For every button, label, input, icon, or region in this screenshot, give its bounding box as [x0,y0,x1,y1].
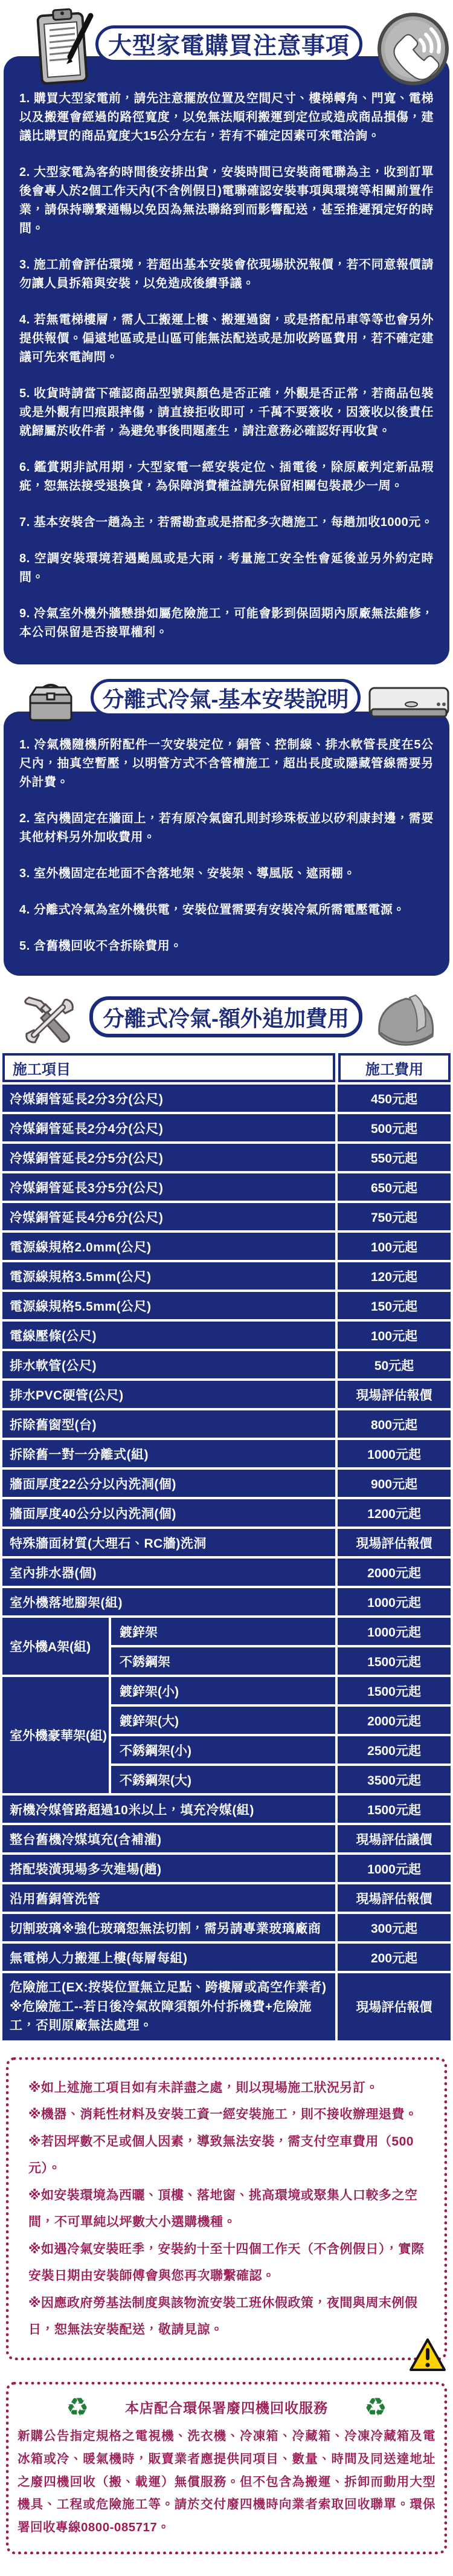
fee-price-cell: 3500元起 [338,1766,451,1793]
fee-item-text: 冷媒銅管延長3分5分(公尺) [10,1181,164,1195]
note-line: ※若因坪數不足或個人因素，導致無法安裝，需支付空車費用（500元）。 [28,2134,414,2176]
fee-price-cell: 現場評估報價 [338,1973,451,2040]
fee-group-label: 室外機A架(組) [2,1618,109,1675]
recycling-symbol-icon: ♻ [66,2392,89,2421]
fee-item-text: 冷媒銅管延長4分6分(公尺) [10,1210,164,1225]
purchase-notice-item: 1. 購買大型家電前，請先注意擺放位置及空間尺寸、樓梯轉角、門寬、電梯以及搬運會經過的路徑寬度，以免無法順利搬運到定位或造成商品損傷，建議比購買的商品寬度大15公分左右，若有不確定因素可來電洽詢。 [19,92,434,143]
air-conditioner-icon [368,686,450,724]
fee-price-cell: 現場評估議價 [338,1825,451,1852]
fee-table-row [2,1262,451,1290]
fee-table-row [2,1855,451,1882]
purchase-notice-item: 4. 若無電梯樓層，需人工搬運上樓、搬運過窗，或是搭配吊車等等也會另外提供報價。偏遠地區或是山區可能無法配送或是加收跨區費用，若不確定建議可先來電詢問。 [19,313,434,364]
fee-table-row [2,1884,451,1912]
basic-install-list [19,736,434,956]
fee-table-row [2,1796,451,1823]
fee-price-cell: 1500元起 [338,1647,451,1675]
recycle-heading: 本店配合環保署廢四機回收服務 [125,2400,328,2416]
fee-item-cell [2,1144,335,1171]
hard-hat-icon [374,990,437,1050]
fee-item-text: 室內排水器(個) [10,1566,97,1580]
recycling-symbol-icon: ♻ [364,2392,387,2421]
fee-table-row [2,1914,451,1941]
fee-item-cell: 不銹鋼架(大) [111,1766,335,1793]
section-title-pill [91,679,361,716]
fee-price-cell: 1000元起 [338,1440,451,1467]
fee-item-text: 冷媒銅管延長2分5分(公尺) [10,1151,164,1166]
section-purchase-notice [0,0,453,664]
note-line: ※如安裝環境為西曬、頂樓、落地窗、挑高環境或聚集人口較多之空間，不可單純以坪數大小選購機種。 [28,2188,418,2230]
fee-price-cell: 120元起 [338,1262,451,1290]
fee-item-cell [2,1470,335,1497]
basic-install-panel [4,712,449,976]
phone-call-icon [377,12,449,89]
fee-table-group-row [2,1618,451,1675]
fee-item-cell [2,1351,335,1378]
fee-table-row [2,1292,451,1319]
fee-item-cell [2,1914,335,1941]
fee-item-cell [2,1381,335,1408]
basic-install-item: 5. 含舊機回收不含拆除費用。 [19,939,182,953]
fee-table [2,1053,451,2040]
purchase-notice-item: 8. 空調安裝環境若遇颱風或是大雨，考量施工安全性會延後並另外約定時間。 [19,552,434,584]
fee-item-text: 拆除舊窗型(台) [10,1418,97,1432]
fee-table-row [2,1499,451,1526]
fee-table-row [2,1233,451,1260]
fee-item-text: 室外機落地腳架(組) [10,1595,123,1610]
fee-item-cell [2,1529,335,1556]
fee-table-row [2,1825,451,1852]
section-title: 分離式冷氣-額外追加費用 [103,1005,349,1031]
fee-item-cell [2,1203,335,1230]
fee-table-group-row [2,1677,451,1793]
fee-table-subrow [111,1647,451,1675]
fee-price-cell: 1500元起 [338,1677,451,1704]
fee-table-row [2,1973,451,2040]
fee-table-row [2,1410,451,1438]
fee-item-text: 冷媒銅管延長2分4分(公尺) [10,1121,164,1136]
fee-item-text: 電線壓條(公尺) [10,1329,97,1343]
note-line: ※如遇冷氣安裝旺季，安裝約十至十四個工作天（不含例假日），實際安裝日期由安裝師傅會與您再次聯繫確認。 [28,2242,425,2283]
fee-price-cell: 450元起 [338,1085,451,1112]
section-extra-fees-header [0,987,453,1048]
fee-price-cell: 2000元起 [338,1559,451,1586]
fee-item-cell [2,1262,335,1290]
fee-item-cell [2,1855,335,1882]
fee-item-text: 排水軟管(公尺) [10,1358,97,1373]
fee-item-cell [2,1322,335,1349]
fee-table-row [2,1114,451,1141]
fee-table-row [2,1440,451,1467]
purchase-notice-item: 2. 大型家電為客約時間後安排出貨，安裝時間已安裝商電聯為主，收到訂單後會專人於2個工作天內(不含例假日)電聯確認安裝事項與環境等相關前置作業，請保持聯繫通暢以免因為無法聯絡到而影響配送，甚至推遲預定好的時間。 [19,166,434,235]
fee-item-cell [2,1410,335,1438]
fee-price-cell: 200元起 [338,1944,451,1971]
fee-table-row [2,1529,451,1556]
fee-price-cell: 50元起 [338,1351,451,1378]
fee-price-cell: 650元起 [338,1173,451,1201]
fee-table-row [2,1588,451,1615]
purchase-notice-list [19,89,434,642]
fee-item-text: 電源線規格3.5mm(公尺) [10,1270,152,1284]
recycle-heading-row [18,2392,435,2421]
fee-price-cell: 2500元起 [338,1736,451,1763]
fee-item-text: 切割玻璃※強化玻璃恕無法切割，需另請專業玻璃廠商 [10,1921,321,1936]
fee-item-text: 特殊牆面材質(大理石、RC牆)洗洞 [10,1536,207,1551]
fee-price-cell: 現場評估報價 [338,1884,451,1912]
purchase-notice-item: 3. 施工前會評估環境，若超出基本安裝會依現場狀況報價，若不同意報價請勿讓人員拆箱與安裝，以免造成後續爭議。 [19,258,434,290]
fee-item-cell [2,1085,335,1112]
fee-price-cell: 100元起 [338,1233,451,1260]
hammer-wrench-icon [21,991,76,1051]
fee-price-cell: 800元起 [338,1410,451,1438]
section-title: 大型家電購買注意事項 [108,33,350,59]
fee-price-cell: 現場評估報價 [338,1529,451,1556]
fee-item-cell [2,1292,335,1319]
purchase-notice-item: 6. 鑑賞期非試用期，大型家電一經安裝定位、插電後，除原廠判定新品瑕疵，恕無法接受退換貨，為保障消費權益請先保留相關包裝最少一周。 [19,461,434,493]
fee-price-cell: 1000元起 [338,1588,451,1615]
installation-notes-list [28,2075,428,2344]
fee-price-cell: 現場評估報價 [338,1381,451,1408]
section-title-pill [95,25,362,63]
fee-item-cell [2,1559,335,1586]
fee-price-cell: 1500元起 [338,1796,451,1823]
fee-price-cell: 2000元起 [338,1707,451,1734]
fee-item-text: 電源線規格5.5mm(公尺) [10,1299,152,1314]
fee-item-cell [2,1173,335,1201]
fee-table-row [2,1144,451,1171]
installation-notes-box [6,2057,447,2360]
fee-table-row [2,1559,451,1586]
fee-table-row [2,1470,451,1497]
section-purchase-notice-header [0,0,453,59]
fee-item-cell [2,1973,335,2040]
fee-group-subrows [111,1677,451,1793]
fee-item-cell [2,1796,335,1823]
fee-table-subrow [111,1618,451,1645]
fee-price-cell: 1000元起 [338,1855,451,1882]
fee-table-header-item: 施工項目 [2,1053,335,1082]
section-basic-install-header [0,673,453,712]
section-title-pill [89,996,362,1037]
bottom-spacer [0,2554,453,2576]
fee-item-cell: 不銹鋼架 [111,1647,335,1675]
recycle-service-box [6,2382,447,2555]
fee-item-cell [2,1233,335,1260]
fee-item-text: 整台舊機冷媒填充(含補灌) [10,1832,162,1847]
note-line: ※因應政府勞基法制度與該物流安裝工班休假政策，夜間與周末例假日，恕無法安裝配送，敬請見諒。 [28,2295,418,2337]
fee-item-text: 牆面厚度40公分以內洗洞(個) [10,1507,176,1521]
fee-price-cell: 150元起 [338,1292,451,1319]
note-line: ※機器、消耗性材料及安裝工資一經安裝施工，則不接收辦理退費。 [28,2107,418,2122]
toolbox-icon [25,683,76,725]
fee-item-subtext: ※危險施工--若日後冷氣故障須額外付拆機費+危險施工，否則原廠無法處理。 [10,1999,312,2033]
fee-item-text: 無電梯人力搬運上樓(每層每組) [10,1951,188,1965]
fee-item-text: 沿用舊銅管洗管 [10,1892,101,1906]
section-basic-install [0,673,453,976]
fee-table-row [2,1944,451,1971]
fee-item-cell [2,1114,335,1141]
fee-item-text: 冷媒銅管延長2分3分(公尺) [10,1092,164,1106]
fee-table-header-row [2,1053,451,1082]
fee-item-cell: 不銹鋼架(小) [111,1736,335,1763]
fee-table-subrow [111,1736,451,1763]
fee-price-cell: 1200元起 [338,1499,451,1526]
fee-item-text: 新機冷媒管路超過10米以上，填充冷媒(組) [10,1803,254,1817]
basic-install-item: 1. 冷氣機隨機所附配件一次安裝定位，銅管、控制線、排水軟管長度在5公尺內，抽真空暫壓，以明管方式不含管槽施工，超出長度或隱藏管線需要另外計費。 [19,738,434,789]
fee-item-text: 排水PVC硬管(公尺) [10,1388,124,1403]
fee-group-label: 室外機豪華架(組) [2,1677,109,1793]
fee-table-header-fee: 施工費用 [338,1053,451,1082]
fee-table-subrow [111,1766,451,1793]
fee-item-text: 牆面厚度22公分以內洗洞(個) [10,1477,176,1491]
purchase-notice-item: 7. 基本安裝含一趟為主，若需勘查或是搭配多次趟施工，每趟加收1000元。 [19,516,434,529]
fee-table-row [2,1085,451,1112]
fee-item-cell [2,1944,335,1971]
fee-table-row [2,1203,451,1230]
fee-table-subrow [111,1677,451,1704]
note-line: ※如上述施工項目如有未詳盡之處，則以現場施工狀況另訂。 [28,2080,379,2095]
fee-item-cell [2,1440,335,1467]
fee-price-cell: 100元起 [338,1322,451,1349]
section-title: 分離式冷氣-基本安裝說明 [102,686,349,712]
purchase-notice-item: 5. 收貨時請當下確認商品型號與顏色是否正確，外觀是否正常，若商品包裝或是外觀有凹痕跟摔傷，請直接拒收即可，千萬不要簽收，因簽收以後責任就歸屬於收件者，為避免事後問題產生，請注意務必確認好再收貨。 [19,387,434,438]
warning-triangle-icon [409,2337,446,2375]
fee-table-row [2,1173,451,1201]
purchase-notice-panel [4,56,449,664]
fee-table-row [2,1381,451,1408]
purchase-notice-item: 9. 冷氣室外機外牆懸掛如屬危險施工，可能會影到保固期內原廠無法維修，本公司保留是否接單權利。 [19,607,434,639]
fee-price-cell: 1000元起 [338,1618,451,1645]
fee-table-row [2,1351,451,1378]
section-extra-fees [0,987,453,1048]
fee-price-cell: 900元起 [338,1470,451,1497]
fee-price-cell: 550元起 [338,1144,451,1171]
basic-install-item: 3. 室外機固定在地面不含落地架、安裝架、導風版、遮雨棚。 [19,867,356,880]
fee-table-subrow [111,1707,451,1734]
fee-item-text: 搭配裝潢現場多次進場(趟) [10,1862,162,1877]
fee-item-text: 拆除舊一對一分離式(組) [10,1447,149,1462]
fee-item-text: 危險施工(EX:按裝位置無立足點、跨樓層或高空作業者) [10,1981,327,1994]
fee-item-cell [2,1884,335,1912]
fee-table-row [2,1322,451,1349]
fee-item-cell: 鍍鋅架(大) [111,1707,335,1734]
fee-item-cell [2,1499,335,1526]
basic-install-item: 4. 分離式冷氣為室外機供電，安裝位置需要有安裝冷氣所需電壓電源。 [19,903,405,917]
fee-item-cell [2,1825,335,1852]
clipboard-pencil-icon [31,5,95,92]
fee-price-cell: 750元起 [338,1203,451,1230]
fee-item-cell: 鍍鋅架(小) [111,1677,335,1704]
fee-table-body [2,1085,451,2040]
fee-item-cell: 鍍鋅架 [111,1618,335,1645]
fee-item-cell [2,1588,335,1615]
fee-group-subrows [111,1618,451,1675]
basic-install-item: 2. 室內機固定在牆面上，若有原冷氣窗孔則封珍珠板並以矽利康封邊，需要其他材料另外加收費用。 [19,812,434,844]
fee-item-text: 電源線規格2.0mm(公尺) [10,1240,152,1254]
fee-price-cell: 300元起 [338,1914,451,1941]
recycle-body-text: 新購公告指定規格之電視機、洗衣機、冷凍箱、冷藏箱、冷凍冷藏箱及電冰箱或冷、暖氣機時，販賣業者應提供同項目、數量、時間及同送達地址之廢四機回收（搬、載運）無償服務。但不包含為搬運、拆卸而動用大型機具、工程或危險施工等。請於交付廢四機時向業者索取回收聯單。環保署回收專線0800-085717。 [18,2428,435,2535]
fee-price-cell: 500元起 [338,1114,451,1141]
